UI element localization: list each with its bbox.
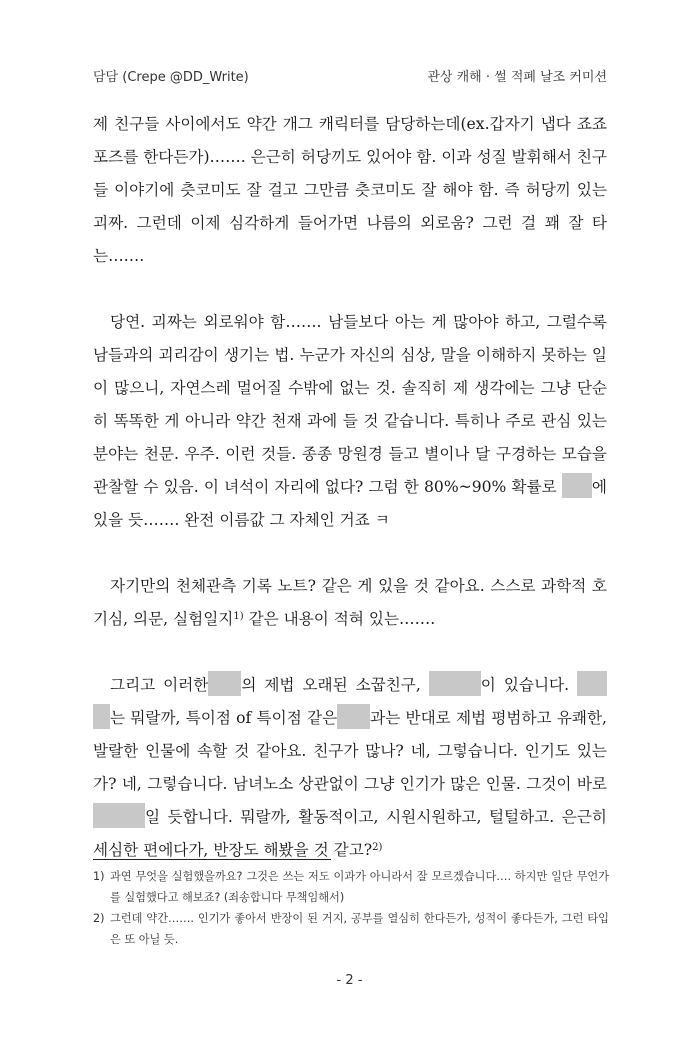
redacted-name-box (577, 671, 607, 696)
body-text (93, 108, 607, 867)
redacted-name-box (208, 671, 241, 696)
footnote-number: 1) (93, 870, 105, 883)
page-number: - 2 - (336, 973, 363, 988)
redacted-name-box (337, 704, 370, 729)
paragraph-4-text-d: 는 뭐랄까, 특이점 of 특이점 같은 (110, 709, 338, 727)
paragraph-3-text-a: 자기만의 천체관측 기록 노트? 같은 게 있을 것 같아요. 스스로 과학적 호기심, 의문, 실험일지 (93, 577, 607, 628)
footnote-text: 그런데 약간……. 인기가 좋아서 반장이 된 거지, 공부를 열심히 한다든가, 성적이 좋다든가, 그런 타입은 또 아닐 듯. (110, 912, 609, 946)
paragraph-2-text-a: 당연. 괴짜는 외로워야 함……. 남들보다 아는 게 많아야 하고, 그럴수록 남들과의 괴리감이 생기는 법. 누군가 자신의 심상, 말을 이해하지 못하는 일이 많으니, 자연스레 멀어질 수밖에 없는 것. 솔직히 제 생각에는 그냥 단순히 똑똑한 게 아니라 약간 천재 과에 들 것 같습니다. 특히나 주로 관심 있는 분야는 천문. 우주. 이런 것들. 종종 망원경 들고 별이나 달 구경하는 모습을 관찰할 수 있음. 이 녀석이 자리에 없다? 그럼 한 80%~90% 확률로 (93, 313, 607, 496)
footnote-1 (93, 866, 609, 908)
footnote-divider (93, 859, 331, 860)
paragraph-4 (93, 669, 607, 867)
header-right: 관상 캐해 · 썰 적폐 날조 커미션 (427, 70, 607, 85)
paragraph-3 (93, 570, 607, 636)
footnote-2 (93, 908, 609, 950)
footnotes (93, 866, 609, 950)
paragraph-4-text-f: 일 듯합니다. 뭐랄까, 활동적이고, 시원시원하고, 털털하고. 은근히 세심한 편에다가, 반장도 해봤을 것 같고? (93, 808, 607, 859)
redacted-name-box (562, 473, 592, 498)
footnote-ref-2[interactable]: 2) (372, 842, 383, 853)
paragraph-1-text: 제 친구들 사이에서도 약간 개그 캐릭터를 담당하는데(ex.갑자기 냅다 죠죠포즈를 한다든가)……. 은근히 허당끼도 있어야 함. 이과 성질 발휘해서 친구들 이야기에 츳코미도 잘 걸고 그만큼 츳코미도 잘 해야 함. 즉 허당끼 있는 괴짜. 그런데 이제 심각하게 들어가면 나름의 외로움? 그런 걸 꽤 잘 타는……. (93, 115, 607, 265)
paragraph-3-text-b: 같은 내용이 적혀 있는……. (243, 610, 436, 628)
redacted-name-box (429, 671, 481, 696)
paragraph-2 (93, 306, 607, 537)
footnote-text: 과연 무엇을 실험했을까요? 그것은 쓰는 저도 이과가 아니라서 잘 모르겠습니다…. 하지만 일단 무언가를 실험했다고 해보죠? (죄송합니다 무책임해서) (110, 870, 609, 904)
paragraph-4-text-e: 과는 반대로 제법 평범하고 유쾌한, 발랄한 인물에 속할 것 같아요. 친구가 많나? 네, 그렇습니다. 인기도 있는가? 네, 그렇습니다. 남녀노소 상관없이 그냥 인기가 많은 인물. 그것이 바로 (93, 709, 607, 793)
header-left: 담담 (Crepe @DD_Write) (93, 70, 249, 85)
redacted-name-box (93, 704, 110, 729)
paragraph-4-text-c: 이 있습니다. (480, 676, 570, 694)
paragraph-1 (93, 108, 607, 273)
paragraph-2-text-b: 에 있을 듯……. 완전 이름값 그 자체인 거죠 ㅋ (93, 478, 607, 529)
redacted-name-box (93, 803, 145, 828)
paragraph-4-text-a: 그리고 이러한 (110, 676, 209, 694)
footnote-ref-1[interactable]: 1) (233, 611, 244, 622)
footnote-number: 2) (93, 912, 105, 925)
paragraph-4-text-b: 의 제법 오래된 소꿉친구, (241, 676, 421, 694)
